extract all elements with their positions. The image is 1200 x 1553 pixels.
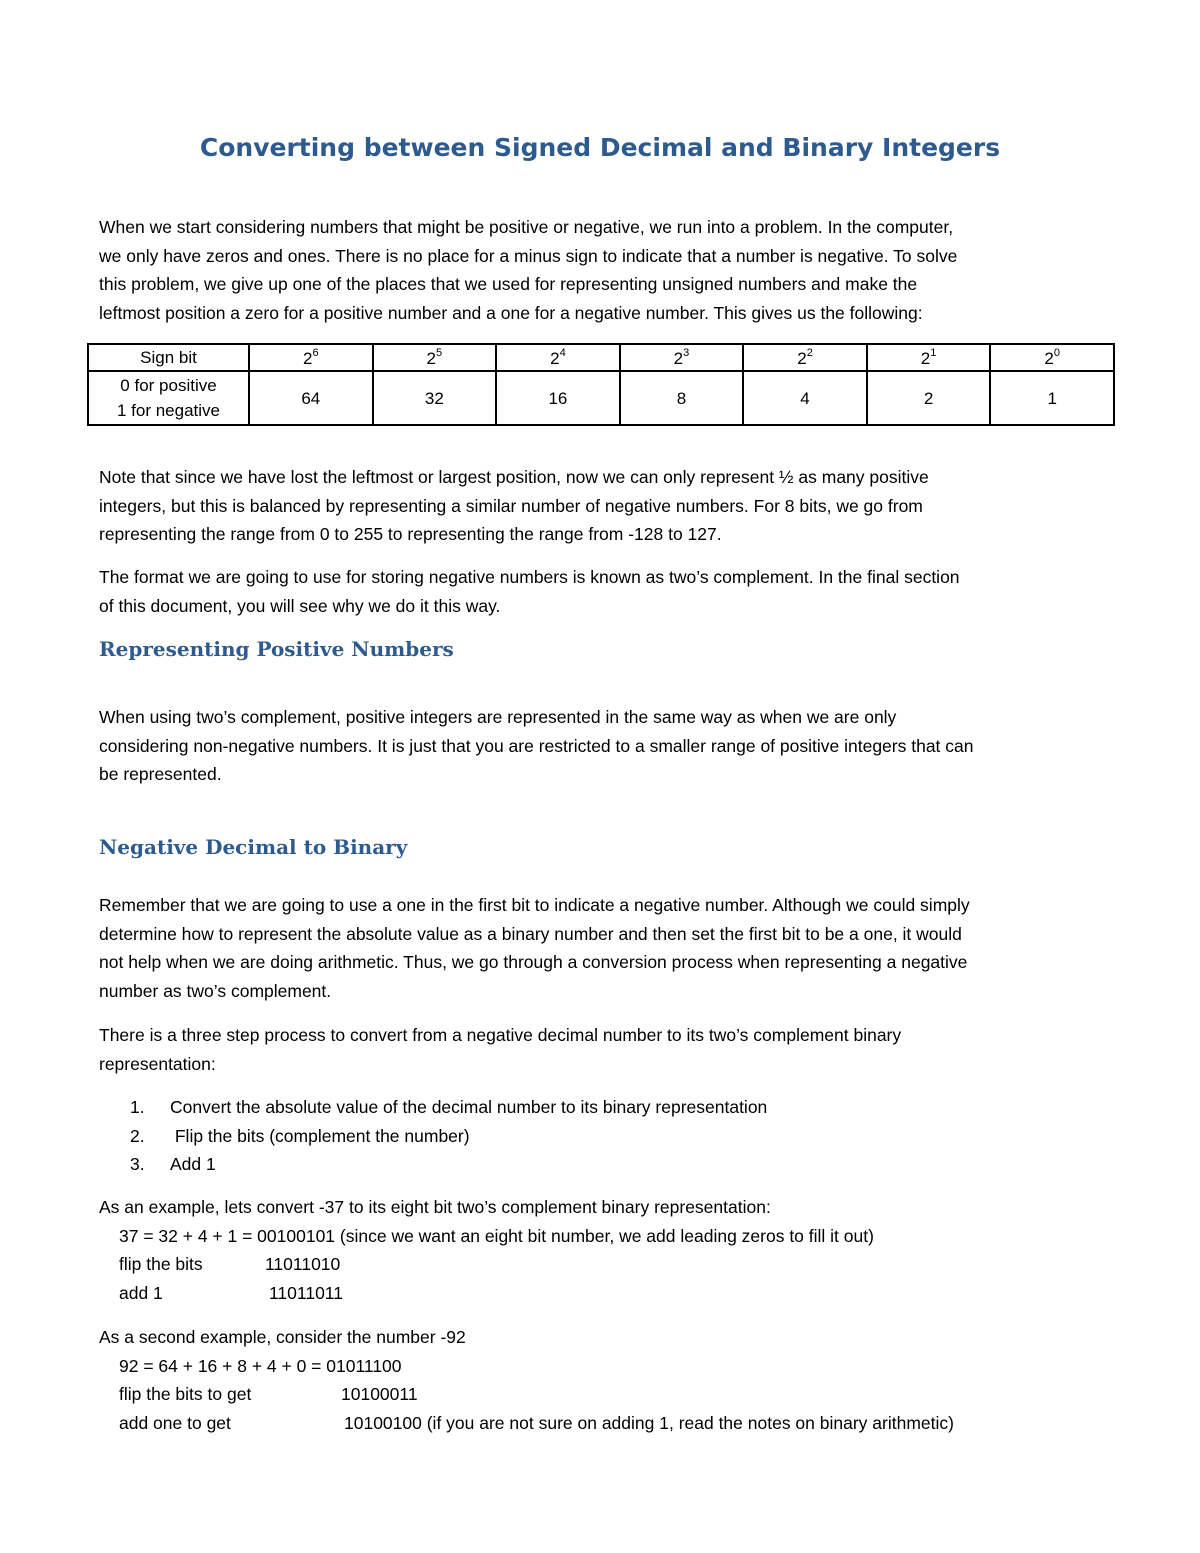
power-header: $2^2$	[743, 344, 867, 371]
list-item: 3. Add 1	[130, 1154, 216, 1174]
power-header: $2^5$	[373, 344, 497, 371]
example-line: flip the bits to get 10100011	[119, 1384, 418, 1404]
sign-meaning-cell: 0 for positive 1 for negative	[88, 371, 249, 425]
list-item: 2. Flip the bits (complement the number)	[130, 1125, 470, 1146]
example-line: add one to get 10100100 (if you are not sure on adding 1, read the notes on binary arithmetic)	[119, 1412, 954, 1433]
text-line: we only have zeros and ones. There is no place for a minus sign to indicate that a number is negative. To solve	[99, 245, 958, 266]
text-line: There is a three step process to convert from a negative decimal number to its two’s complement binary	[99, 1025, 902, 1045]
page-title: Converting between Signed Decimal and Binary Integers	[199, 133, 1001, 162]
section-heading-positive: Representing Positive Numbers	[99, 637, 454, 661]
intro-paragraph	[99, 213, 1109, 327]
text-line: Remember that we are going to use a one in the first bit to indicate a negative number. Although we could simply	[99, 895, 970, 915]
weight-cell: 32	[373, 371, 497, 425]
example-line: add 1 11011011	[119, 1282, 343, 1303]
weight-cell: 8	[620, 371, 744, 425]
three-step-paragraph	[99, 1021, 1109, 1078]
text-line: number as two’s complement.	[99, 980, 332, 1001]
format-note-paragraph	[99, 563, 1109, 620]
weight-cell: 2	[867, 371, 991, 425]
example-line: 92 = 64 + 16 + 8 + 4 + 0 = 01011100	[119, 1355, 402, 1376]
steps-list	[130, 1093, 767, 1179]
example-intro: As a second example, consider the number -92	[99, 1327, 466, 1347]
bit-weight-table	[87, 343, 1115, 426]
negative-paragraph	[99, 891, 1109, 1005]
sign-bit-header: Sign bit	[88, 344, 249, 371]
text-line: integers, but this is balanced by representing a similar number of negative numbers. For 8 bits, we go from	[99, 495, 923, 516]
weight-cell: 64	[249, 371, 373, 425]
text-line: When we start considering numbers that might be positive or negative, we run into a problem. In the computer,	[99, 217, 954, 237]
power-header: $2^1$	[867, 344, 991, 371]
positive-paragraph	[99, 703, 1109, 789]
text-line: be represented.	[99, 764, 222, 784]
text-line: leftmost position a zero for a positive number and a one for a negative number. This gives us the following:	[99, 302, 923, 323]
power-header: $2^4$	[496, 344, 620, 371]
power-header: $2^6$	[249, 344, 373, 371]
text-line: representing the range from 0 to 255 to representing the range from -128 to 127.	[99, 524, 722, 544]
text-line: of this document, you will see why we do it this way.	[99, 595, 501, 616]
weight-cell: 4	[743, 371, 867, 425]
example-intro: As an example, lets convert -37 to its eight bit two’s complement binary representation:	[99, 1197, 771, 1217]
text-line: not help when we are doing arithmetic. Thus, we go through a conversion process when representing a negative	[99, 952, 968, 972]
list-item: 1. Convert the absolute value of the decimal number to its binary representation	[130, 1097, 768, 1117]
text-line: representation:	[99, 1053, 216, 1074]
example-two	[99, 1323, 1109, 1437]
section-heading-negative: Negative Decimal to Binary	[99, 835, 408, 859]
text-line: this problem, we give up one of the places that we used for representing unsigned numbers and make the	[99, 274, 918, 294]
text-line: Note that since we have lost the leftmost or largest position, now we can only represent ½ as many positive	[99, 467, 929, 487]
text-line: considering non-negative numbers. It is just that you are restricted to a smaller range of positive integers that can	[99, 735, 974, 756]
power-header: $2^3$	[620, 344, 744, 371]
range-note-paragraph	[99, 463, 1109, 549]
weight-cell: 1	[990, 371, 1114, 425]
weight-cell: 16	[496, 371, 620, 425]
text-line: The format we are going to use for storing negative numbers is known as two’s complement. In the final section	[99, 567, 960, 587]
example-line: flip the bits 11011010	[119, 1254, 341, 1274]
table-value-row	[88, 371, 1114, 425]
text-line: determine how to represent the absolute value as a binary number and then set the first bit to be a one, it would	[99, 923, 962, 944]
power-header: $2^0$	[990, 344, 1114, 371]
example-line: 37 = 32 + 4 + 1 = 00100101 (since we want an eight bit number, we add leading zeros to fill it out)	[119, 1225, 874, 1246]
text-line: When using two’s complement, positive integers are represented in the same way as when we are only	[99, 707, 897, 727]
table-header-row	[88, 344, 1114, 371]
example-one	[99, 1193, 1109, 1307]
